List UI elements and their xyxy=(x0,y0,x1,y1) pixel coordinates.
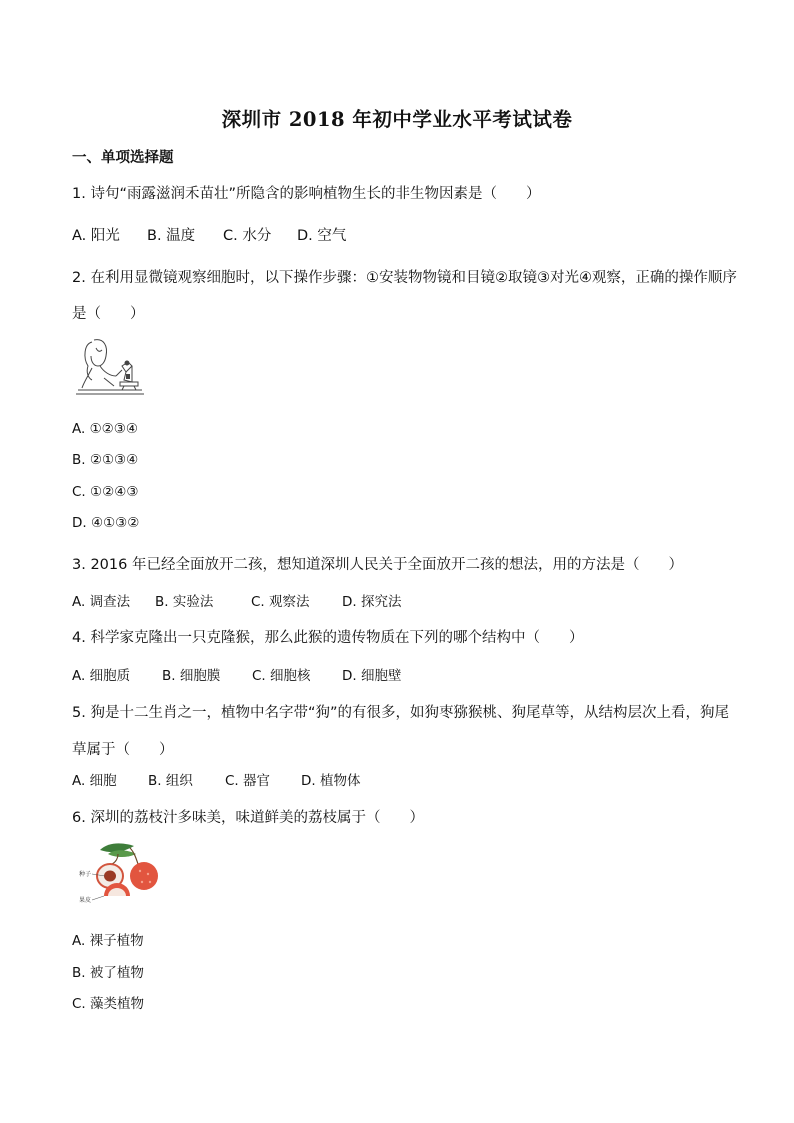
question-2-option-a[interactable]: A. ①②③④ xyxy=(72,421,138,437)
question-6-option-b[interactable]: B. 被了植物 xyxy=(72,965,144,981)
question-5-stem-line1: 5. 狗是十二生肖之一，植物中名字带“狗”的有很多，如狗枣猕猴桃、狗尾草等，从结构层次上看，狗尾 xyxy=(72,705,729,721)
option-d[interactable]: D. 空气 xyxy=(297,228,347,244)
question-4-options xyxy=(72,664,401,684)
label-peel: 果皮 xyxy=(79,897,92,904)
question-4-stem: 4. 科学家克隆出一只克隆猴，那么此猴的遗传物质在下列的哪个结构中（ ） xyxy=(72,630,584,646)
question-2-stem-line2: 是（ ） xyxy=(72,306,145,322)
question-6-stem: 6. 深圳的荔枝汁多味美，味道鲜美的荔枝属于（ ） xyxy=(72,810,424,826)
option-a[interactable]: A. 细胞 xyxy=(72,773,117,789)
option-a[interactable]: A. 调查法 xyxy=(72,594,131,610)
option-b[interactable]: B. 细胞膜 xyxy=(162,668,221,684)
question-5-options xyxy=(72,769,360,789)
question-3-options xyxy=(72,590,401,610)
option-c[interactable]: C. 观察法 xyxy=(251,594,310,610)
option-a[interactable]: A. 细胞质 xyxy=(72,668,131,684)
option-b[interactable]: B. 实验法 xyxy=(155,594,214,610)
label-seed: 种子 xyxy=(79,871,92,878)
option-d[interactable]: D. 探究法 xyxy=(342,594,402,610)
question-2-stem-line1: 2. 在利用显微镜观察细胞时，以下操作步骤：①安装物物镜和目镜②取镜③对光④观察，正确的操作顺序 xyxy=(72,270,737,286)
option-d[interactable]: D. 植物体 xyxy=(301,773,361,789)
option-b[interactable]: B. 温度 xyxy=(147,228,196,244)
question-6-option-a[interactable]: A. 裸子植物 xyxy=(72,933,144,949)
option-c[interactable]: C. 器官 xyxy=(225,773,271,789)
option-d[interactable]: D. 细胞壁 xyxy=(342,668,402,684)
option-c[interactable]: C. 细胞核 xyxy=(252,668,311,684)
option-c[interactable]: C. 水分 xyxy=(223,228,272,244)
question-2-option-c[interactable]: C. ①②④③ xyxy=(72,484,139,500)
question-5-stem-line2: 草属于（ ） xyxy=(72,742,174,758)
lychee-illustration-icon xyxy=(78,840,166,912)
option-b[interactable]: B. 组织 xyxy=(148,773,193,789)
question-1-options xyxy=(72,224,346,245)
question-2-option-d[interactable]: D. ④①③② xyxy=(72,515,140,531)
question-2-option-b[interactable]: B. ②①③④ xyxy=(72,452,139,468)
option-a[interactable]: A. 阳光 xyxy=(72,228,120,244)
question-1-stem: 1. 诗句“雨露滋润禾苗壮”所隐含的影响植物生长的非生物因素是（ ） xyxy=(72,186,541,202)
question-6-option-c[interactable]: C. 藻类植物 xyxy=(72,996,145,1012)
student-microscope-illustration-icon xyxy=(74,336,156,398)
page-title: 深圳市 2018 年初中学业水平考试试卷 xyxy=(221,108,573,131)
question-3-stem: 3. 2016 年已经全面放开二孩，想知道深圳人民关于全面放开二孩的想法，用的方法是（ ） xyxy=(72,557,683,573)
section-heading: 一、单项选择题 xyxy=(72,150,174,166)
